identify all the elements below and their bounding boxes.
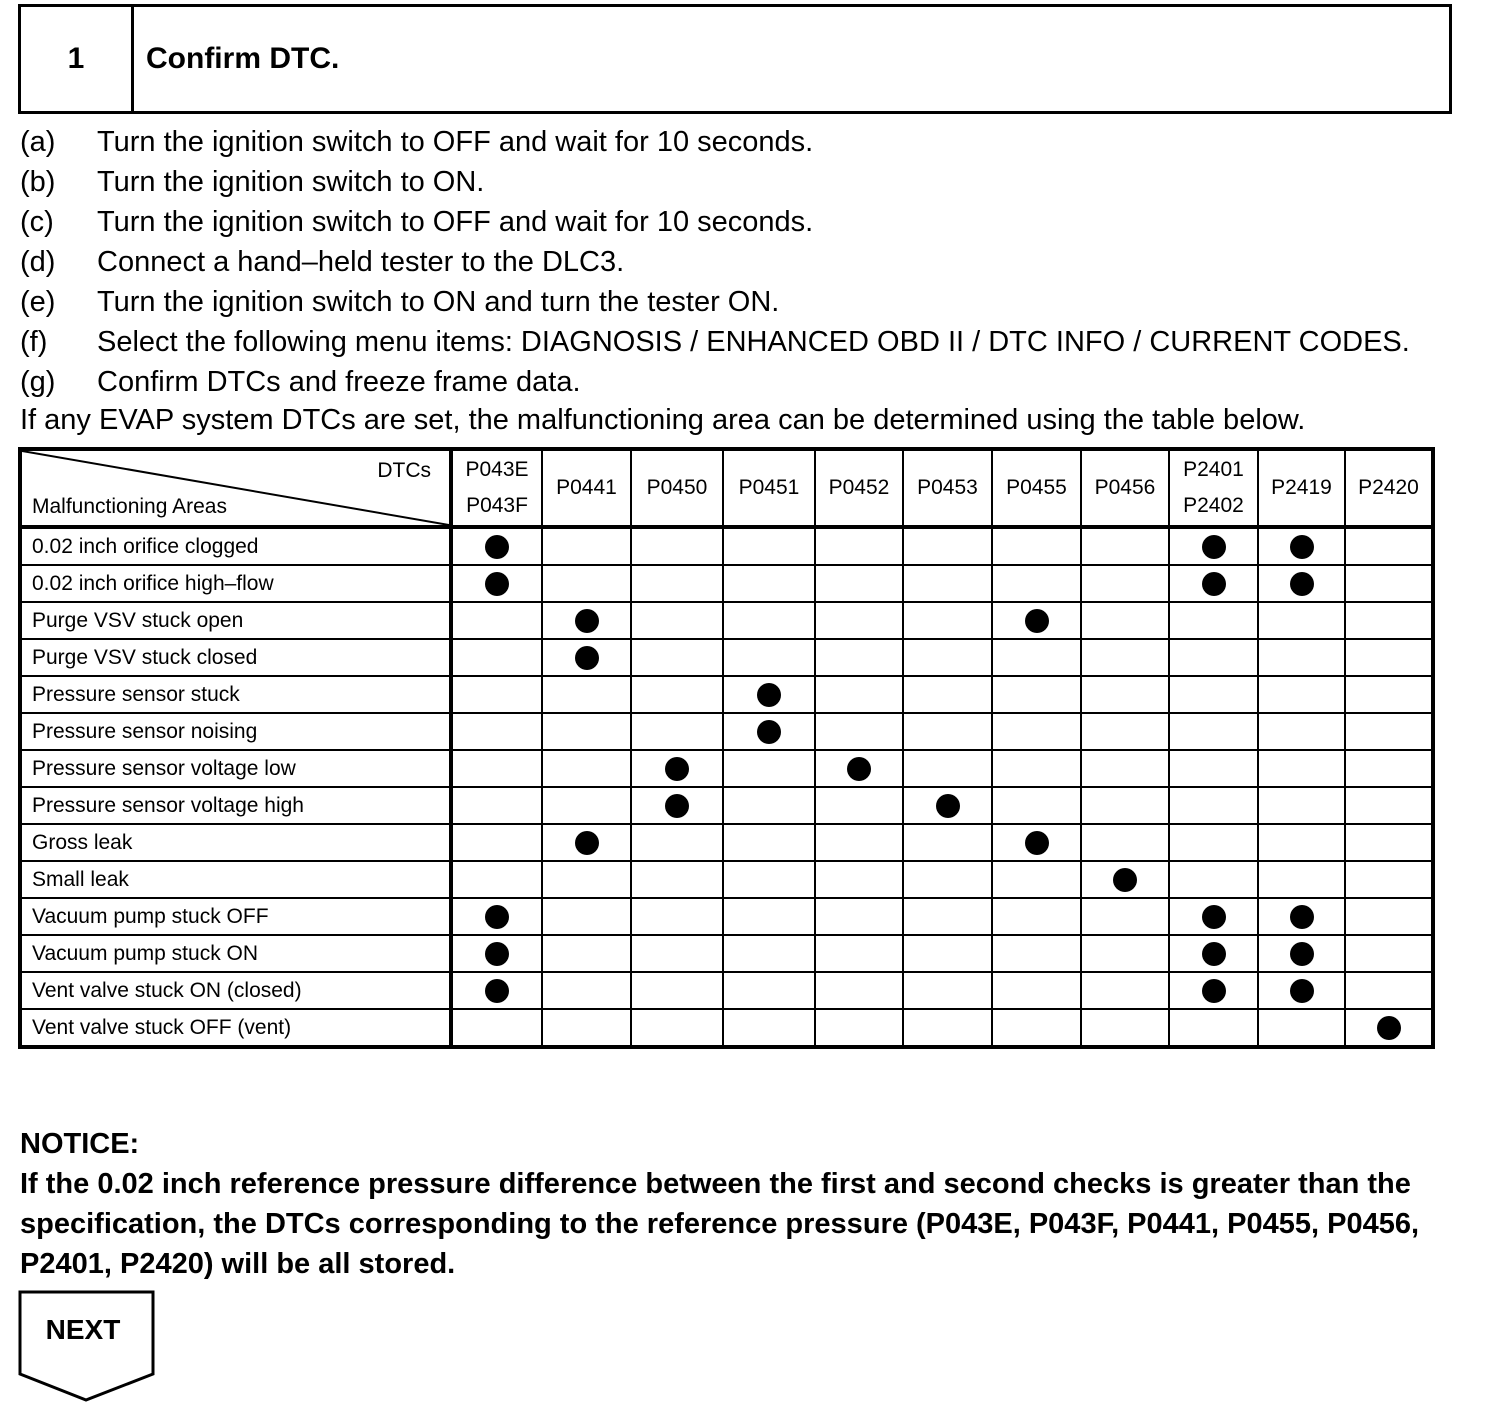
dtc-mark-cell [723, 639, 815, 676]
dtc-mark-cell [815, 750, 903, 787]
dtc-table [18, 447, 1435, 1049]
dtc-mark-cell [542, 639, 631, 676]
dtc-mark-cell [542, 787, 631, 824]
bullet-dot-icon [1202, 535, 1226, 559]
table-row [20, 824, 1433, 861]
step-item [20, 122, 1480, 162]
dtc-mark-cell [631, 602, 723, 639]
next-button[interactable] [18, 1290, 156, 1404]
bullet-dot-icon [1290, 535, 1314, 559]
dtc-mark-cell [815, 787, 903, 824]
bullet-dot-icon [575, 609, 599, 633]
dtc-mark-cell [1081, 898, 1169, 935]
malfunction-area-cell: Purge VSV stuck closed [20, 639, 451, 676]
dtc-mark-cell [903, 935, 992, 972]
bullet-dot-icon [1290, 572, 1314, 596]
dtc-mark-cell [1345, 565, 1433, 602]
dtc-mark-cell [451, 898, 542, 935]
dtc-mark-cell [542, 750, 631, 787]
dtc-mark-cell [815, 1009, 903, 1047]
step-letter: (a) [20, 126, 56, 158]
dtc-mark-cell [903, 527, 992, 565]
dtc-mark-cell [542, 676, 631, 713]
dtc-mark-cell [992, 602, 1081, 639]
dtc-mark-cell [1081, 824, 1169, 861]
dtc-mark-cell [1081, 639, 1169, 676]
dtc-column-header [723, 449, 815, 527]
step-number: 1 [21, 7, 134, 111]
dtc-mark-cell [992, 972, 1081, 1009]
dtc-mark-cell [815, 639, 903, 676]
dtc-mark-cell [723, 1009, 815, 1047]
dtc-mark-cell [992, 713, 1081, 750]
dtc-mark-cell [1169, 565, 1258, 602]
dtc-mark-cell [992, 639, 1081, 676]
dtc-mark-cell [451, 527, 542, 565]
dtc-mark-cell [451, 861, 542, 898]
dtc-mark-cell [1258, 1009, 1345, 1047]
dtc-mark-cell [723, 824, 815, 861]
dtc-column-header [631, 449, 723, 527]
dtc-mark-cell [992, 898, 1081, 935]
bullet-dot-icon [757, 683, 781, 707]
dtc-column-header [1258, 449, 1345, 527]
next-label: NEXT [45, 1314, 121, 1345]
step-text: Turn the ignition switch to ON. [97, 166, 485, 198]
dtc-column-header [992, 449, 1081, 527]
dtc-mark-cell [1169, 861, 1258, 898]
dtc-mark-cell [451, 750, 542, 787]
bullet-dot-icon [1290, 979, 1314, 1003]
dtc-mark-cell [1345, 972, 1433, 1009]
dtc-mark-cell [542, 565, 631, 602]
dtc-mark-cell [1258, 713, 1345, 750]
dtc-mark-cell [1345, 676, 1433, 713]
step-item [20, 282, 1480, 322]
dtc-mark-cell [903, 824, 992, 861]
table-row [20, 676, 1433, 713]
step-header [18, 4, 1452, 114]
dtc-mark-cell [992, 527, 1081, 565]
procedure-steps [20, 122, 1480, 402]
dtc-mark-cell [631, 676, 723, 713]
dtc-mark-cell [723, 602, 815, 639]
dtc-mark-cell [1345, 602, 1433, 639]
dtc-mark-cell [1169, 898, 1258, 935]
dtc-column-header [1169, 449, 1258, 527]
step-text: Turn the ignition switch to OFF and wait for 10 seconds. [97, 126, 814, 158]
dtc-mark-cell [903, 972, 992, 1009]
notice-block [20, 1124, 1460, 1284]
step-item [20, 162, 1480, 202]
dtc-mark-cell [1258, 861, 1345, 898]
dtc-mark-cell [631, 565, 723, 602]
malfunction-area-cell: Vent valve stuck ON (closed) [20, 972, 451, 1009]
dtc-mark-cell [1169, 1009, 1258, 1047]
bullet-dot-icon [575, 646, 599, 670]
dtc-code: P0450 [646, 476, 708, 499]
dtc-mark-cell [1169, 787, 1258, 824]
dtc-code: P0453 [917, 476, 978, 499]
dtc-mark-cell [542, 527, 631, 565]
dtc-column-header [903, 449, 992, 527]
dtc-mark-cell [451, 787, 542, 824]
dtc-mark-cell [1081, 527, 1169, 565]
dtc-column-header [815, 449, 903, 527]
dtc-mark-cell [1258, 898, 1345, 935]
corner-label-dtcs: DTCs [377, 459, 431, 482]
table-intro: If any EVAP system DTCs are set, the malfunctioning area can be determined using the table below. [20, 404, 1306, 436]
malfunction-area-cell: Pressure sensor noising [20, 713, 451, 750]
dtc-mark-cell [1345, 713, 1433, 750]
dtc-mark-cell [992, 1009, 1081, 1047]
dtc-mark-cell [1081, 1009, 1169, 1047]
dtc-mark-cell [631, 787, 723, 824]
malfunction-area-cell: Gross leak [20, 824, 451, 861]
dtc-mark-cell [1081, 787, 1169, 824]
bullet-dot-icon [1025, 609, 1049, 633]
dtc-mark-cell [1345, 824, 1433, 861]
dtc-mark-cell [1258, 676, 1345, 713]
dtc-mark-cell [1345, 527, 1433, 565]
step-text: Select the following menu items: DIAGNOSIS / ENHANCED OBD II / DTC INFO / CURRENT CODES. [97, 326, 1410, 358]
table-row [20, 639, 1433, 676]
dtc-mark-cell [1258, 602, 1345, 639]
dtc-mark-cell [992, 787, 1081, 824]
table-row [20, 713, 1433, 750]
bullet-dot-icon [485, 942, 509, 966]
table-row [20, 750, 1433, 787]
dtc-mark-cell [723, 713, 815, 750]
bullet-dot-icon [1290, 905, 1314, 929]
dtc-mark-cell [542, 972, 631, 1009]
dtc-code: P2420 [1358, 476, 1419, 499]
dtc-mark-cell [723, 861, 815, 898]
dtc-mark-cell [1169, 824, 1258, 861]
dtc-mark-cell [451, 1009, 542, 1047]
notice-text: If the 0.02 inch reference pressure difference between the first and second checks is greater than the specification, the DTCs corresponding to the reference pressure (P043E, P043F, P0441, P0455, P0456, P2401, P2420) will be all stored. [20, 1168, 1420, 1280]
dtc-mark-cell [1169, 935, 1258, 972]
malfunction-area-cell: Pressure sensor stuck [20, 676, 451, 713]
dtc-code: P2401 [1183, 458, 1244, 481]
dtc-mark-cell [1345, 935, 1433, 972]
dtc-mark-cell [631, 527, 723, 565]
dtc-mark-cell [1345, 861, 1433, 898]
table-row [20, 602, 1433, 639]
malfunction-area-cell: Vacuum pump stuck OFF [20, 898, 451, 935]
dtc-mark-cell [723, 898, 815, 935]
malfunction-area-cell: Pressure sensor voltage low [20, 750, 451, 787]
step-item [20, 202, 1480, 242]
dtc-mark-cell [1081, 565, 1169, 602]
dtc-mark-cell [451, 639, 542, 676]
bullet-dot-icon [1202, 905, 1226, 929]
dtc-mark-cell [903, 750, 992, 787]
dtc-code: P0456 [1094, 476, 1156, 499]
dtc-mark-cell [451, 824, 542, 861]
bullet-dot-icon [665, 794, 689, 818]
malfunction-area-cell: 0.02 inch orifice high–flow [20, 565, 451, 602]
dtc-code: P0455 [1006, 476, 1067, 499]
dtc-code: P2402 [1183, 494, 1244, 517]
malfunction-area-cell: Purge VSV stuck open [20, 602, 451, 639]
dtc-mark-cell [815, 565, 903, 602]
dtc-mark-cell [631, 972, 723, 1009]
dtc-mark-cell [992, 565, 1081, 602]
dtc-mark-cell [1081, 750, 1169, 787]
dtc-mark-cell [631, 639, 723, 676]
step-text: Connect a hand–held tester to the DLC3. [97, 246, 625, 278]
dtc-mark-cell [1258, 787, 1345, 824]
dtc-mark-cell [631, 750, 723, 787]
dtc-mark-cell [542, 1009, 631, 1047]
dtc-mark-cell [542, 824, 631, 861]
dtc-mark-cell [815, 824, 903, 861]
dtc-mark-cell [815, 602, 903, 639]
dtc-mark-cell [723, 972, 815, 1009]
dtc-mark-cell [903, 1009, 992, 1047]
bullet-dot-icon [1377, 1016, 1401, 1040]
dtc-mark-cell [723, 676, 815, 713]
dtc-mark-cell [542, 713, 631, 750]
dtc-code: P0452 [828, 476, 890, 499]
bullet-dot-icon [485, 905, 509, 929]
dtc-mark-cell [903, 676, 992, 713]
bullet-dot-icon [665, 757, 689, 781]
bullet-dot-icon [485, 572, 509, 596]
dtc-mark-cell [815, 935, 903, 972]
dtc-mark-cell [451, 602, 542, 639]
step-letter: (c) [20, 206, 54, 238]
dtc-column-header [1081, 449, 1169, 527]
dtc-mark-cell [992, 824, 1081, 861]
bullet-dot-icon [1113, 868, 1137, 892]
dtc-code: P043E [465, 458, 529, 481]
bullet-dot-icon [1025, 831, 1049, 855]
dtc-mark-cell [815, 713, 903, 750]
bullet-dot-icon [575, 831, 599, 855]
dtc-mark-cell [903, 898, 992, 935]
dtc-mark-cell [723, 787, 815, 824]
bullet-dot-icon [1202, 572, 1226, 596]
dtc-mark-cell [631, 898, 723, 935]
step-letter: (e) [20, 286, 56, 318]
dtc-mark-cell [451, 565, 542, 602]
dtc-mark-cell [451, 935, 542, 972]
bullet-dot-icon [757, 720, 781, 744]
dtc-mark-cell [723, 750, 815, 787]
next-arrow-shape [18, 1290, 156, 1404]
table-corner-cell [20, 449, 451, 527]
step-text: Turn the ignition switch to ON and turn the tester ON. [97, 286, 780, 318]
step-item [20, 322, 1480, 362]
bullet-dot-icon [847, 757, 871, 781]
malfunction-area-cell: 0.02 inch orifice clogged [20, 527, 451, 565]
dtc-code: P0441 [556, 476, 617, 499]
dtc-mark-cell [1081, 935, 1169, 972]
dtc-mark-cell [992, 861, 1081, 898]
dtc-mark-cell [992, 935, 1081, 972]
dtc-mark-cell [903, 639, 992, 676]
malfunction-area-cell: Vent valve stuck OFF (vent) [20, 1009, 451, 1047]
dtc-mark-cell [1169, 527, 1258, 565]
dtc-mark-cell [903, 787, 992, 824]
table-row [20, 787, 1433, 824]
dtc-mark-cell [815, 898, 903, 935]
corner-label-areas: Malfunctioning Areas [32, 495, 227, 518]
malfunction-area-cell: Pressure sensor voltage high [20, 787, 451, 824]
dtc-mark-cell [631, 861, 723, 898]
dtc-mark-cell [903, 861, 992, 898]
dtc-mark-cell [1345, 639, 1433, 676]
dtc-mark-cell [1258, 639, 1345, 676]
step-text: Turn the ignition switch to OFF and wait for 10 seconds. [97, 206, 814, 238]
dtc-mark-cell [815, 676, 903, 713]
dtc-mark-cell [1081, 602, 1169, 639]
dtc-mark-cell [903, 713, 992, 750]
dtc-mark-cell [992, 676, 1081, 713]
dtc-mark-cell [1169, 639, 1258, 676]
dtc-mark-cell [1345, 898, 1433, 935]
bullet-dot-icon [1202, 979, 1226, 1003]
step-item [20, 242, 1480, 282]
dtc-mark-cell [723, 527, 815, 565]
malfunction-area-cell: Vacuum pump stuck ON [20, 935, 451, 972]
table-row [20, 935, 1433, 972]
dtc-mark-cell [1258, 824, 1345, 861]
step-letter: (f) [20, 326, 48, 358]
dtc-mark-cell [723, 565, 815, 602]
bullet-dot-icon [485, 979, 509, 1003]
table-row [20, 861, 1433, 898]
dtc-column-header [451, 449, 542, 527]
dtc-mark-cell [1169, 602, 1258, 639]
dtc-mark-cell [1169, 676, 1258, 713]
dtc-mark-cell [631, 713, 723, 750]
step-title: Confirm DTC. [146, 42, 340, 75]
bullet-dot-icon [936, 794, 960, 818]
dtc-mark-cell [903, 602, 992, 639]
dtc-mark-cell [1345, 787, 1433, 824]
dtc-mark-cell [542, 861, 631, 898]
dtc-mark-cell [1081, 676, 1169, 713]
dtc-mark-cell [992, 750, 1081, 787]
step-letter: (b) [20, 166, 56, 198]
dtc-mark-cell [1345, 750, 1433, 787]
dtc-mark-cell [1169, 750, 1258, 787]
dtc-mark-cell [631, 824, 723, 861]
dtc-mark-cell [723, 935, 815, 972]
table-row [20, 972, 1433, 1009]
dtc-mark-cell [1169, 972, 1258, 1009]
dtc-mark-cell [631, 935, 723, 972]
dtc-mark-cell [451, 676, 542, 713]
step-item [20, 362, 1480, 402]
step-letter: (d) [20, 246, 56, 278]
step-letter: (g) [20, 366, 56, 398]
table-row [20, 527, 1433, 565]
dtc-mark-cell [815, 972, 903, 1009]
dtc-mark-cell [1081, 713, 1169, 750]
dtc-mark-cell [815, 527, 903, 565]
dtc-mark-cell [1081, 972, 1169, 1009]
dtc-mark-cell [1258, 750, 1345, 787]
notice-heading: NOTICE: [20, 1128, 140, 1160]
table-row [20, 898, 1433, 935]
dtc-mark-cell [451, 972, 542, 1009]
dtc-mark-cell [1258, 935, 1345, 972]
dtc-column-header [542, 449, 631, 527]
bullet-dot-icon [1202, 942, 1226, 966]
dtc-mark-cell [631, 1009, 723, 1047]
bullet-dot-icon [1290, 942, 1314, 966]
dtc-mark-cell [451, 713, 542, 750]
table-row [20, 1009, 1433, 1047]
dtc-mark-cell [903, 565, 992, 602]
dtc-code: P2419 [1271, 476, 1332, 499]
dtc-column-header [1345, 449, 1433, 527]
bullet-dot-icon [485, 535, 509, 559]
dtc-mark-cell [1258, 527, 1345, 565]
dtc-mark-cell [542, 935, 631, 972]
step-text: Confirm DTCs and freeze frame data. [97, 366, 581, 398]
dtc-mark-cell [815, 861, 903, 898]
dtc-mark-cell [1345, 1009, 1433, 1047]
dtc-mark-cell [1258, 565, 1345, 602]
dtc-mark-cell [542, 898, 631, 935]
dtc-code: P0451 [738, 476, 800, 499]
table-header-row [20, 449, 1433, 527]
dtc-code: P043F [466, 494, 528, 517]
dtc-mark-cell [1081, 861, 1169, 898]
table-row [20, 565, 1433, 602]
dtc-mark-cell [542, 602, 631, 639]
dtc-mark-cell [1169, 713, 1258, 750]
malfunction-area-cell: Small leak [20, 861, 451, 898]
dtc-mark-cell [1258, 972, 1345, 1009]
